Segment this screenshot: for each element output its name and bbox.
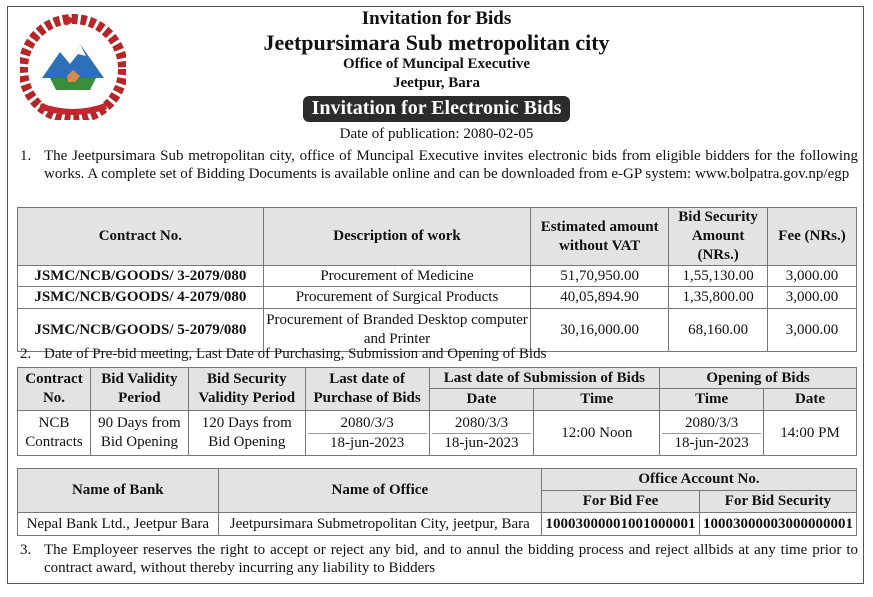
table-row (18, 513, 857, 536)
column-header: Description of work (263, 208, 531, 266)
organization-name: Jeetpursimara Sub metropolitan city (263, 30, 610, 55)
bid-validity: 90 Days from Bid Opening (90, 411, 188, 456)
submission-date-ad: 18-jun-2023 (444, 434, 519, 451)
work-description: Procurement of Branded Desktop computer and Printer (263, 309, 531, 352)
bid-security-amount: 1,55,130.00 (669, 266, 768, 287)
bank-account-table (17, 468, 857, 536)
bid-security-amount: 1,35,800.00 (669, 287, 768, 309)
estimated-amount: 51,70,950.00 (531, 266, 669, 287)
bank-name-header: Name of Bank (18, 469, 219, 513)
opening-date-bs: 2080/3/3 (662, 414, 761, 434)
paragraph-1 (20, 147, 858, 183)
last-purchase-header: Last date of Purchase of Bids (305, 368, 429, 411)
table-row (18, 266, 857, 287)
opening-time (660, 411, 764, 456)
last-submission-header: Last date of Submission of Bids (429, 368, 660, 389)
opening-date-ad: 18-jun-2023 (674, 434, 749, 451)
bid-security-validity-header: Bid Security Validity Period (188, 368, 305, 411)
bank-name: Nepal Bank Ltd., Jeetpur Bara (18, 513, 219, 536)
contract-no: JSMC/NCB/GOODS/ 3-2079/080 (18, 266, 264, 287)
paragraph-number: 1. (20, 148, 32, 164)
column-header: Estimated amount without VAT (531, 208, 669, 266)
notice-banner: Invitation for Electronic Bids (303, 96, 571, 122)
purchase-date (305, 411, 429, 456)
work-description: Procurement of Surgical Products (263, 287, 531, 309)
fee: 3,000.00 (768, 309, 857, 352)
bid-security-account: 10003000003000000001 (699, 513, 856, 536)
contract-no: JSMC/NCB/GOODS/ 5-2079/080 (18, 309, 264, 352)
bid-fee-header: For Bid Fee (542, 491, 700, 513)
opening-header: Opening of Bids (660, 368, 857, 389)
contract-no: JSMC/NCB/GOODS/ 4-2079/080 (18, 287, 264, 309)
bid-security-header: For Bid Security (699, 491, 856, 513)
office-name-cell: Jeetpursimara Submetropolitan City, jeetpur, Bara (218, 513, 541, 536)
table-row (18, 287, 857, 309)
opening-date-header: Date (764, 389, 857, 411)
bid-security-validity: 120 Days from Bid Opening (188, 411, 305, 456)
paragraph-3 (20, 541, 858, 577)
submission-time-header: Time (534, 389, 660, 411)
publication-date: Date of publication: 2080-02-05 (339, 126, 534, 142)
opening-time-header: Time (660, 389, 764, 411)
bid-fee-account: 10003000001001000001 (542, 513, 700, 536)
bid-schedule-table (17, 367, 857, 456)
purchase-date-bs: 2080/3/3 (308, 414, 427, 434)
fee: 3,000.00 (768, 266, 857, 287)
notice-title: Invitation for Bids (361, 8, 512, 29)
paragraph-2 (20, 345, 858, 363)
office-name: Office of Muncipal Executive (342, 56, 531, 72)
estimated-amount: 40,05,894.90 (531, 287, 669, 309)
contracts-table (17, 207, 857, 352)
work-description: Procurement of Medicine (263, 266, 531, 287)
paragraph-number: 3. (20, 542, 32, 558)
estimated-amount: 30,16,000.00 (531, 309, 669, 352)
submission-date-bs: 2080/3/3 (432, 414, 532, 434)
paragraph-text: The Employeer reserves the right to accept or reject any bid, and to annul the bidding process and reject allbids at any time prior to contract award, without thereby incurring any liability to Bidders (44, 542, 858, 576)
paragraph-number: 2. (20, 346, 32, 362)
office-location: Jeetpur, Bara (393, 75, 480, 91)
fee: 3,000.00 (768, 287, 857, 309)
submission-time: 12:00 Noon (534, 411, 660, 456)
bid-security-amount: 68,160.00 (669, 309, 768, 352)
table-row (18, 411, 857, 456)
submission-date (429, 411, 534, 456)
contract-no-header: Contract No. (18, 368, 91, 411)
opening-date: 14:00 PM (764, 411, 857, 456)
column-header: Bid Security Amount (NRs.) (669, 208, 768, 266)
contract-type: NCB Contracts (18, 411, 91, 456)
account-no-header: Office Account No. (542, 469, 857, 491)
column-header: Fee (NRs.) (768, 208, 857, 266)
purchase-date-ad: 18-jun-2023 (330, 434, 405, 451)
submission-date-header: Date (429, 389, 534, 411)
office-name-header: Name of Office (218, 469, 541, 513)
column-header: Contract No. (18, 208, 264, 266)
bid-validity-header: Bid Validity Period (90, 368, 188, 411)
paragraph-text: Date of Pre-bid meeting, Last Date of Purchasing, Submission and Opening of Bids (44, 346, 547, 362)
paragraph-text: The Jeetpursimara Sub metropolitan city, office of Muncipal Executive invites electronic bids from eligible bidders for the following works. A complete set of Bidding Documents is available online and can be downloaded from e-GP system: www.bolpatra.gov.np/egp (44, 148, 858, 182)
